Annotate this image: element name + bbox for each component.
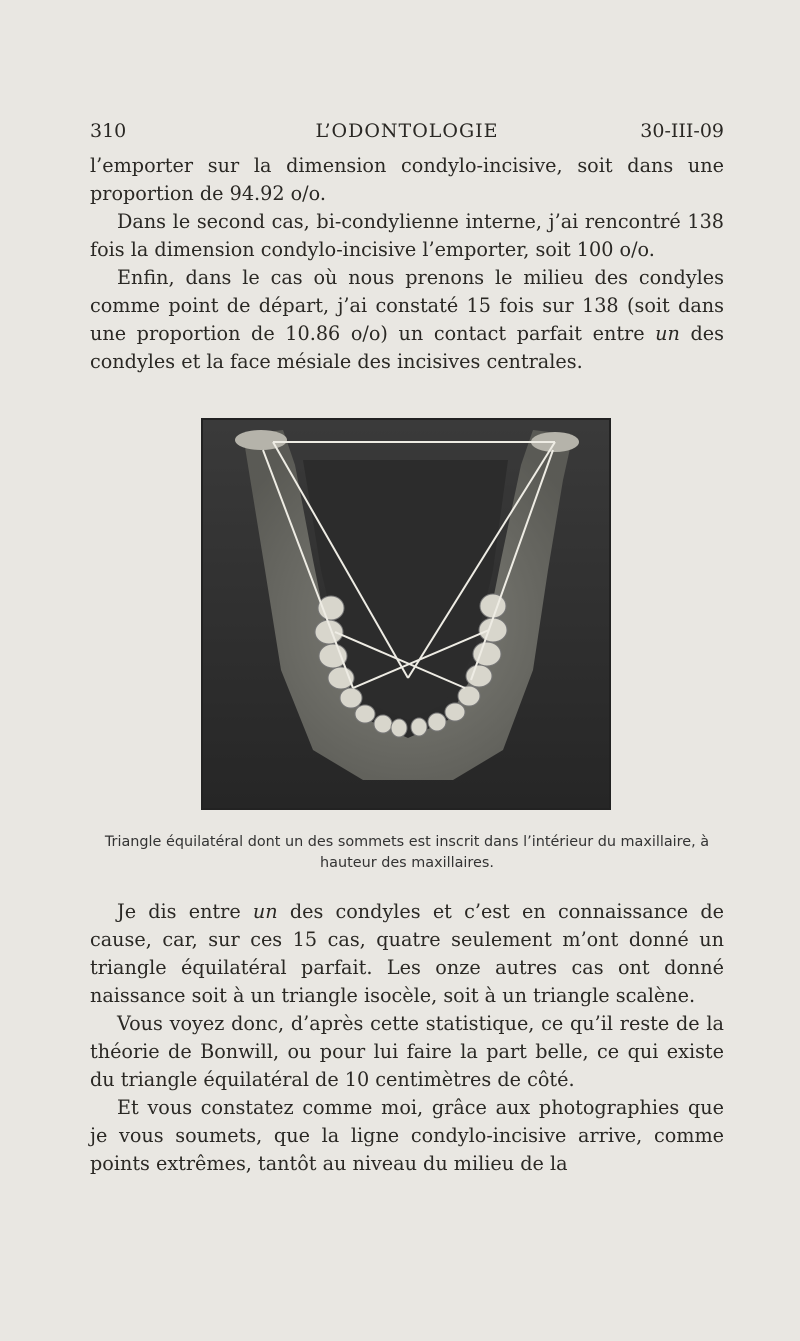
paragraph: Et vous constatez comme moi, grâce aux photographies que je vous soumets, que la ligne condylo-incisive arrive, comme points extrêmes, tantôt au niveau du milieu de la	[90, 1096, 724, 1175]
running-title: L’ODONTOLOGIE	[315, 120, 499, 142]
paragraph-text: des condyles et c’est en connaissance de cause, car, sur ces 15 cas, quatre seulement m’ont donné un triangle équilatéral parfait. Les onze autres cas ont donné naissance soit à un triangle isocèle, soit à un triangle scalène.	[90, 900, 725, 1007]
paragraph: Dans le second cas, bi-condylienne interne, j’ai rencontré 138 fois la dimension condylo-incisive l’emporter, soit 100 o/o.	[90, 210, 724, 261]
page-header	[90, 118, 724, 144]
figure-caption: Triangle équilatéral dont un des sommets est inscrit dans l’intérieur du maxillaire, à hauteur des maxillaires.	[104, 834, 710, 871]
text-block-bottom	[90, 898, 724, 1178]
paragraph	[90, 898, 724, 1010]
emphasis-text: un	[655, 322, 680, 345]
page-number: 310	[90, 120, 127, 142]
mandible-illustration	[203, 420, 609, 808]
paragraph-text: Je dis entre	[117, 900, 253, 923]
text-block-top	[90, 152, 724, 376]
paragraph-text: des condyles et la face mésiale des incisives centrales.	[90, 322, 724, 373]
paragraph: l’emporter sur la dimension condylo-incisive, soit dans une proportion de 94.92 o/o.	[90, 154, 724, 205]
paragraph	[90, 264, 724, 376]
emphasis-text: un	[252, 900, 278, 923]
issue-date: 30-III-09	[640, 120, 724, 142]
paragraph-text: Enfin, dans le cas où nous prenons le milieu des condyles comme point de départ, j’ai constaté 15 fois sur 138 (soit dans une proportion de 10.86 o/o) un contact parfait entre	[90, 266, 724, 345]
paragraph: Vous voyez donc, d’après cette statistique, ce qu’il reste de la théorie de Bonwill, ou pour lui faire la part belle, ce qui existe du triangle équilatéral de 10 centimètres de côté.	[90, 1012, 724, 1091]
mandible-photograph	[201, 418, 611, 810]
